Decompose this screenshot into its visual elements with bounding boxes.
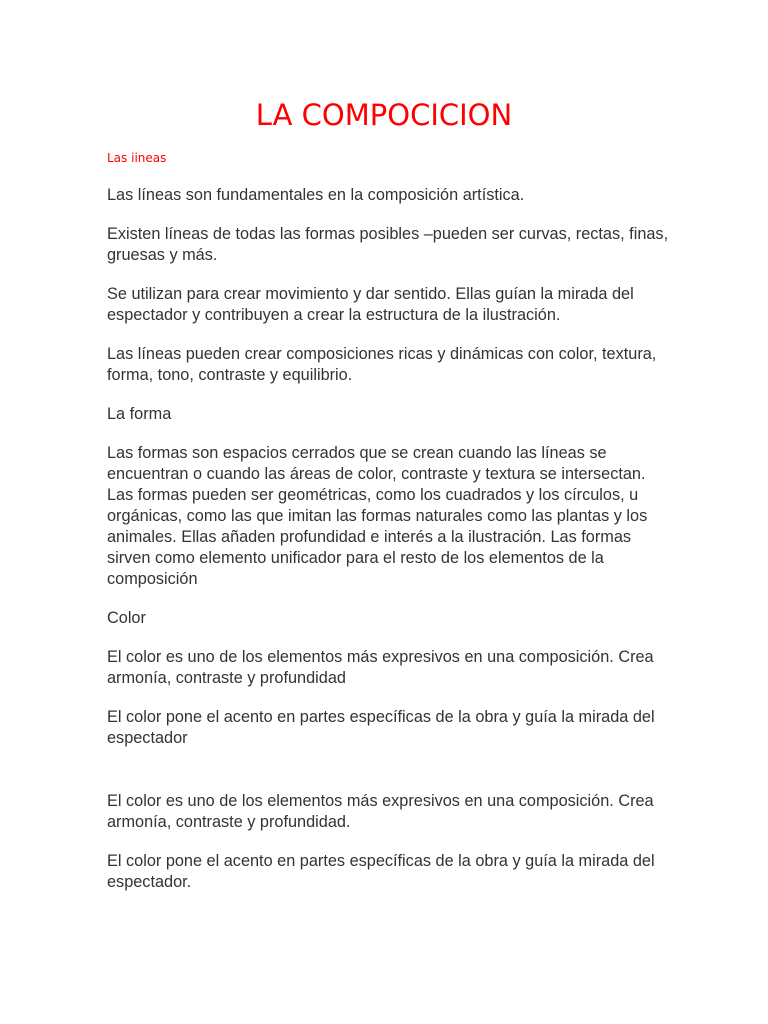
section-heading-color: Color	[107, 609, 146, 627]
paragraph: Existen líneas de todas las formas posibles –pueden ser curvas, rectas, finas, gruesas y más.	[107, 225, 669, 264]
paragraph: Las líneas pueden crear composiciones ricas y dinámicas con color, textura, forma, tono, contraste y equilibrio.	[107, 345, 657, 384]
paragraph: El color es uno de los elementos más expresivos en una composición. Crea armonía, contraste y profundidad	[107, 648, 654, 687]
paragraph: El color pone el acento en partes específicas de la obra y guía la mirada del espectador	[107, 708, 655, 747]
paragraph: El color es uno de los elementos más expresivos en una composición. Crea armonía, contraste y profundidad.	[107, 792, 654, 831]
paragraph: Las líneas son fundamentales en la composición artística.	[107, 186, 525, 204]
paragraph: Se utilizan para crear movimiento y dar sentido. Ellas guían la mirada del espectador y contribuyen a crear la estructura de la ilustración.	[107, 285, 634, 324]
section-heading-lines: Las iineas	[107, 151, 167, 165]
page-title: LA COMPOCICION	[255, 98, 513, 132]
paragraph: El color pone el acento en partes específicas de la obra y guía la mirada del espectador.	[107, 852, 655, 891]
document-body	[107, 185, 672, 911]
paragraph: Las formas son espacios cerrados que se crean cuando las líneas se encuentran o cuando las áreas de color, contraste y textura se intersectan. Las formas pueden ser geométricas, como los cuadrados y los círculos, u orgánicas, como las que imitan las formas naturales como las plantas y los animales. Ellas añaden profundidad e interés a la ilustración. Las formas sirven como elemento unificador para el resto de los elementos de la composición	[107, 444, 648, 588]
section-heading-form: La forma	[107, 405, 172, 423]
